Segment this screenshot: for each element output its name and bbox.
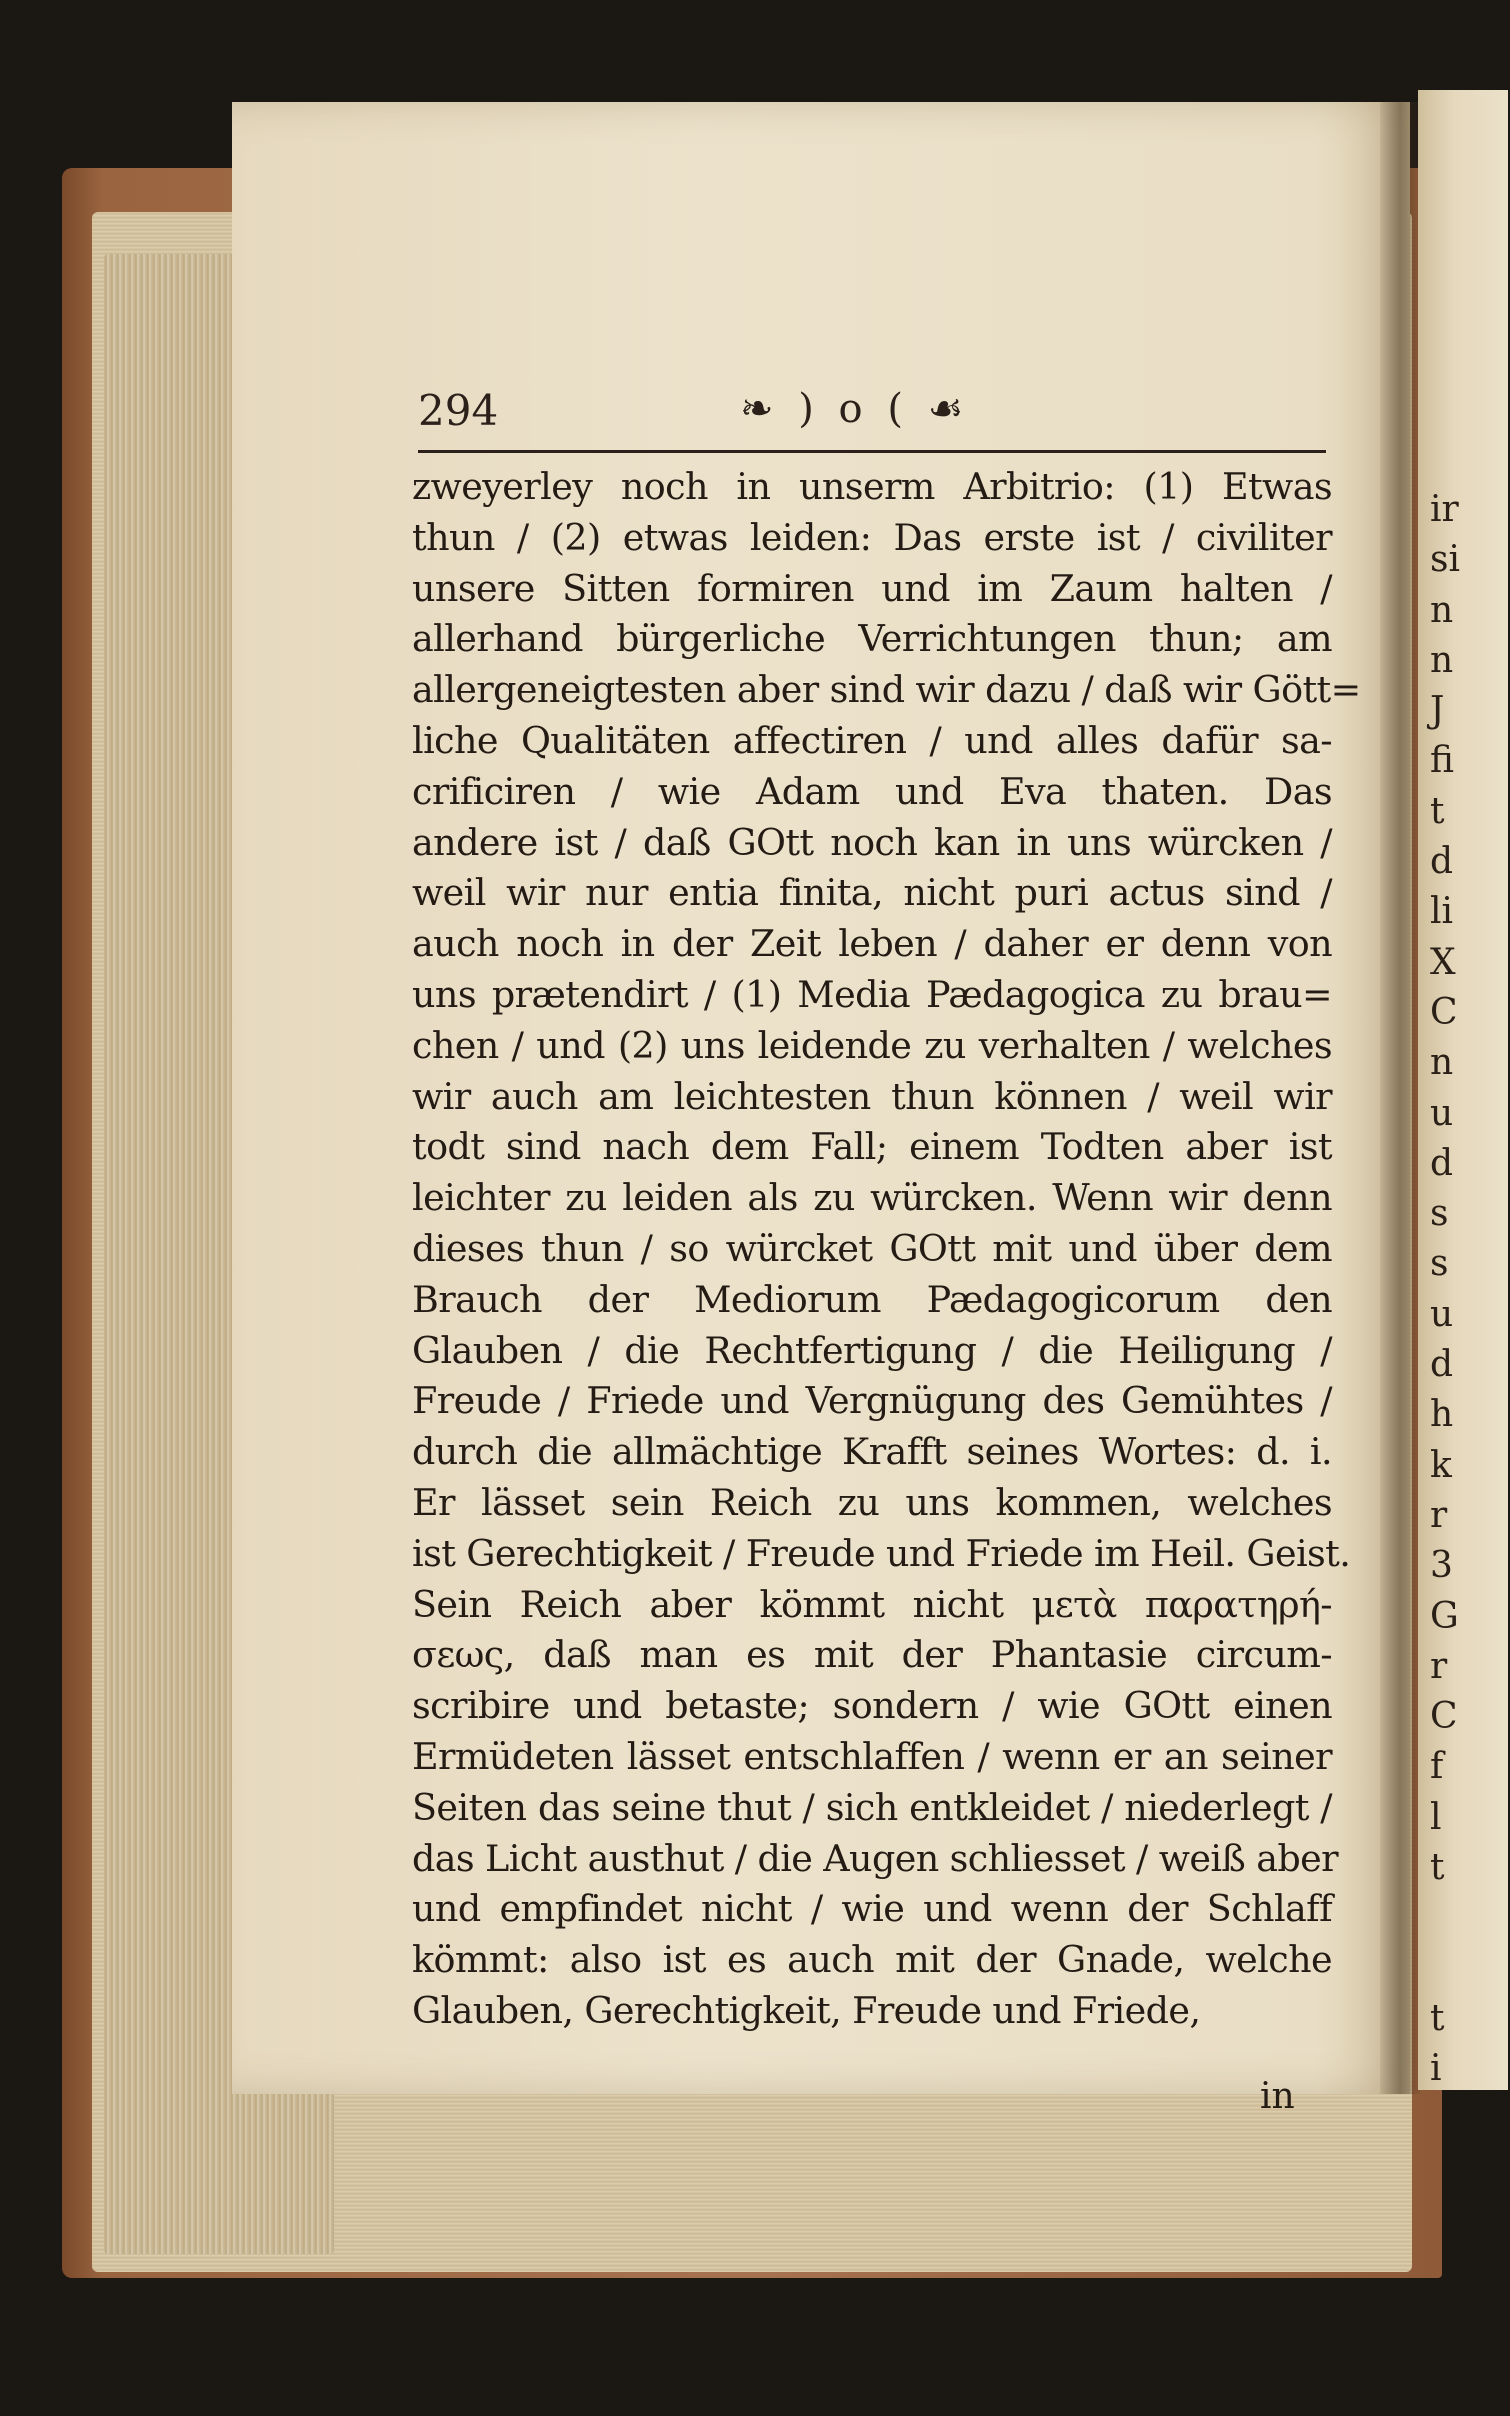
body-text xyxy=(412,462,1361,2037)
text-line: ist Gerechtigkeit / Freude und Friede im Heil. Geist. xyxy=(412,1531,1351,1575)
facing-line: t xyxy=(1430,1847,1445,1889)
facing-line: ir xyxy=(1430,489,1459,530)
facing-line: u xyxy=(1430,1293,1454,1335)
text-line: unsere Sitten formiren und im Zaum halten / xyxy=(412,566,1332,610)
text-line: crificiren / wie Adam und Eva thaten. Das xyxy=(412,769,1332,813)
facing-line: C xyxy=(1430,1696,1458,1738)
facing-line: si xyxy=(1430,539,1460,581)
facing-line: t xyxy=(1430,790,1445,832)
facing-line: J xyxy=(1430,690,1445,732)
text-line: Brauch der Mediorum Pædagogicorum den xyxy=(412,1277,1332,1321)
text-line: Glauben, Gerechtigkeit, Freude und Friede, xyxy=(412,1988,1201,2032)
facing-line: 3 xyxy=(1430,1545,1453,1587)
facing-line: s xyxy=(1430,1193,1449,1235)
facing-line: u xyxy=(1430,1092,1454,1134)
text-line: Freude / Friede und Vergnügung des Gemühtes / xyxy=(412,1379,1332,1423)
facing-line: h xyxy=(1430,1394,1454,1436)
facing-line: s xyxy=(1430,1243,1449,1285)
text-line: allerhand bürgerliche Verrichtungen thun; am xyxy=(412,617,1332,661)
gutter-shadow xyxy=(1380,102,1420,2094)
text-line: andere ist / daß GOtt noch kan in uns würcken / xyxy=(412,820,1332,864)
text-line: Er lässet sein Reich zu uns kommen, welches xyxy=(412,1480,1332,1524)
text-line: chen / und (2) uns leidende zu verhalten / welches xyxy=(412,1023,1332,1067)
facing-line xyxy=(1430,1944,1500,1994)
text-line: das Licht austhut / die Augen schliesset / weiß aber xyxy=(412,1836,1338,1880)
text-line: Glauben / die Rechtfertigung / die Heiligung / xyxy=(412,1328,1332,1372)
facing-line: i xyxy=(1430,2048,1442,2090)
header-rule xyxy=(418,450,1326,453)
text-line: thun / (2) etwas leiden: Das erste ist / civiliter xyxy=(412,515,1332,559)
text-line: leichter zu leiden als zu würcken. Wenn wir denn xyxy=(412,1176,1332,1220)
facing-page-line-starts xyxy=(1430,485,1500,2095)
facing-line: t xyxy=(1430,1997,1445,2039)
text-line: allergeneigtesten aber sind wir dazu / daß wir Gött= xyxy=(412,668,1361,712)
facing-line: d xyxy=(1430,1142,1454,1184)
facing-line: n xyxy=(1430,1042,1454,1084)
text-line: σεως, daß man es mit der Phantasie circum- xyxy=(412,1633,1332,1677)
facing-line: k xyxy=(1430,1444,1452,1486)
text-line: dieses thun / so würcket GOtt mit und über dem xyxy=(412,1226,1332,1270)
text-line: uns prætendirt / (1) Media Pædagogica zu brau= xyxy=(412,972,1332,1016)
text-line: wir auch am leichtesten thun können / weil wir xyxy=(412,1074,1332,1118)
text-line: und empfindet nicht / wie und wenn der Schlaff xyxy=(412,1887,1332,1931)
facing-line: fi xyxy=(1430,740,1455,782)
facing-line: r xyxy=(1430,1645,1448,1687)
text-line: auch noch in der Zeit leben / daher er denn von xyxy=(412,922,1332,966)
text-line: durch die allmächtige Krafft seines Wortes: d. i. xyxy=(412,1430,1332,1474)
facing-line: l xyxy=(1430,1796,1442,1838)
facing-line: d xyxy=(1430,841,1454,883)
text-line: kömmt: also ist es auch mit der Gnade, welche xyxy=(412,1938,1332,1982)
text-line: todt sind nach dem Fall; einem Todten aber ist xyxy=(412,1125,1332,1169)
text-line: liche Qualitäten affectiren / und alles dafür sa- xyxy=(412,718,1332,762)
catchword: in xyxy=(1260,2076,1295,2117)
running-header xyxy=(418,386,1326,456)
facing-line: n xyxy=(1430,639,1454,681)
facing-page xyxy=(1418,90,1508,2090)
facing-line: li xyxy=(1430,891,1454,933)
facing-line: r xyxy=(1430,1494,1448,1536)
text-line: Ermüdeten lässet entschlaffen / wenn er an seiner xyxy=(412,1734,1332,1778)
facing-line: X xyxy=(1430,941,1456,983)
facing-line: n xyxy=(1430,589,1454,631)
facing-line xyxy=(1430,1893,1500,1943)
facing-line: G xyxy=(1430,1595,1459,1637)
header-ornament: ❧ ) o ( ☙ xyxy=(740,386,970,432)
facing-line: d xyxy=(1430,1344,1454,1386)
text-line: Seiten das seine thut / sich entkleidet / niederlegt / xyxy=(412,1785,1332,1829)
text-line: weil wir nur entia finita, nicht puri actus sind / xyxy=(412,871,1332,915)
text-line: Sein Reich aber kömmt nicht μετὰ παρατηρή- xyxy=(412,1582,1332,1626)
facing-line: f xyxy=(1430,1746,1444,1788)
text-line: zweyerley noch in unserm Arbitrio: (1) Etwas xyxy=(412,465,1332,508)
page-number: 294 xyxy=(418,386,499,435)
facing-line: C xyxy=(1430,991,1458,1033)
text-line: scribire und betaste; sondern / wie GOtt einen xyxy=(412,1684,1332,1728)
